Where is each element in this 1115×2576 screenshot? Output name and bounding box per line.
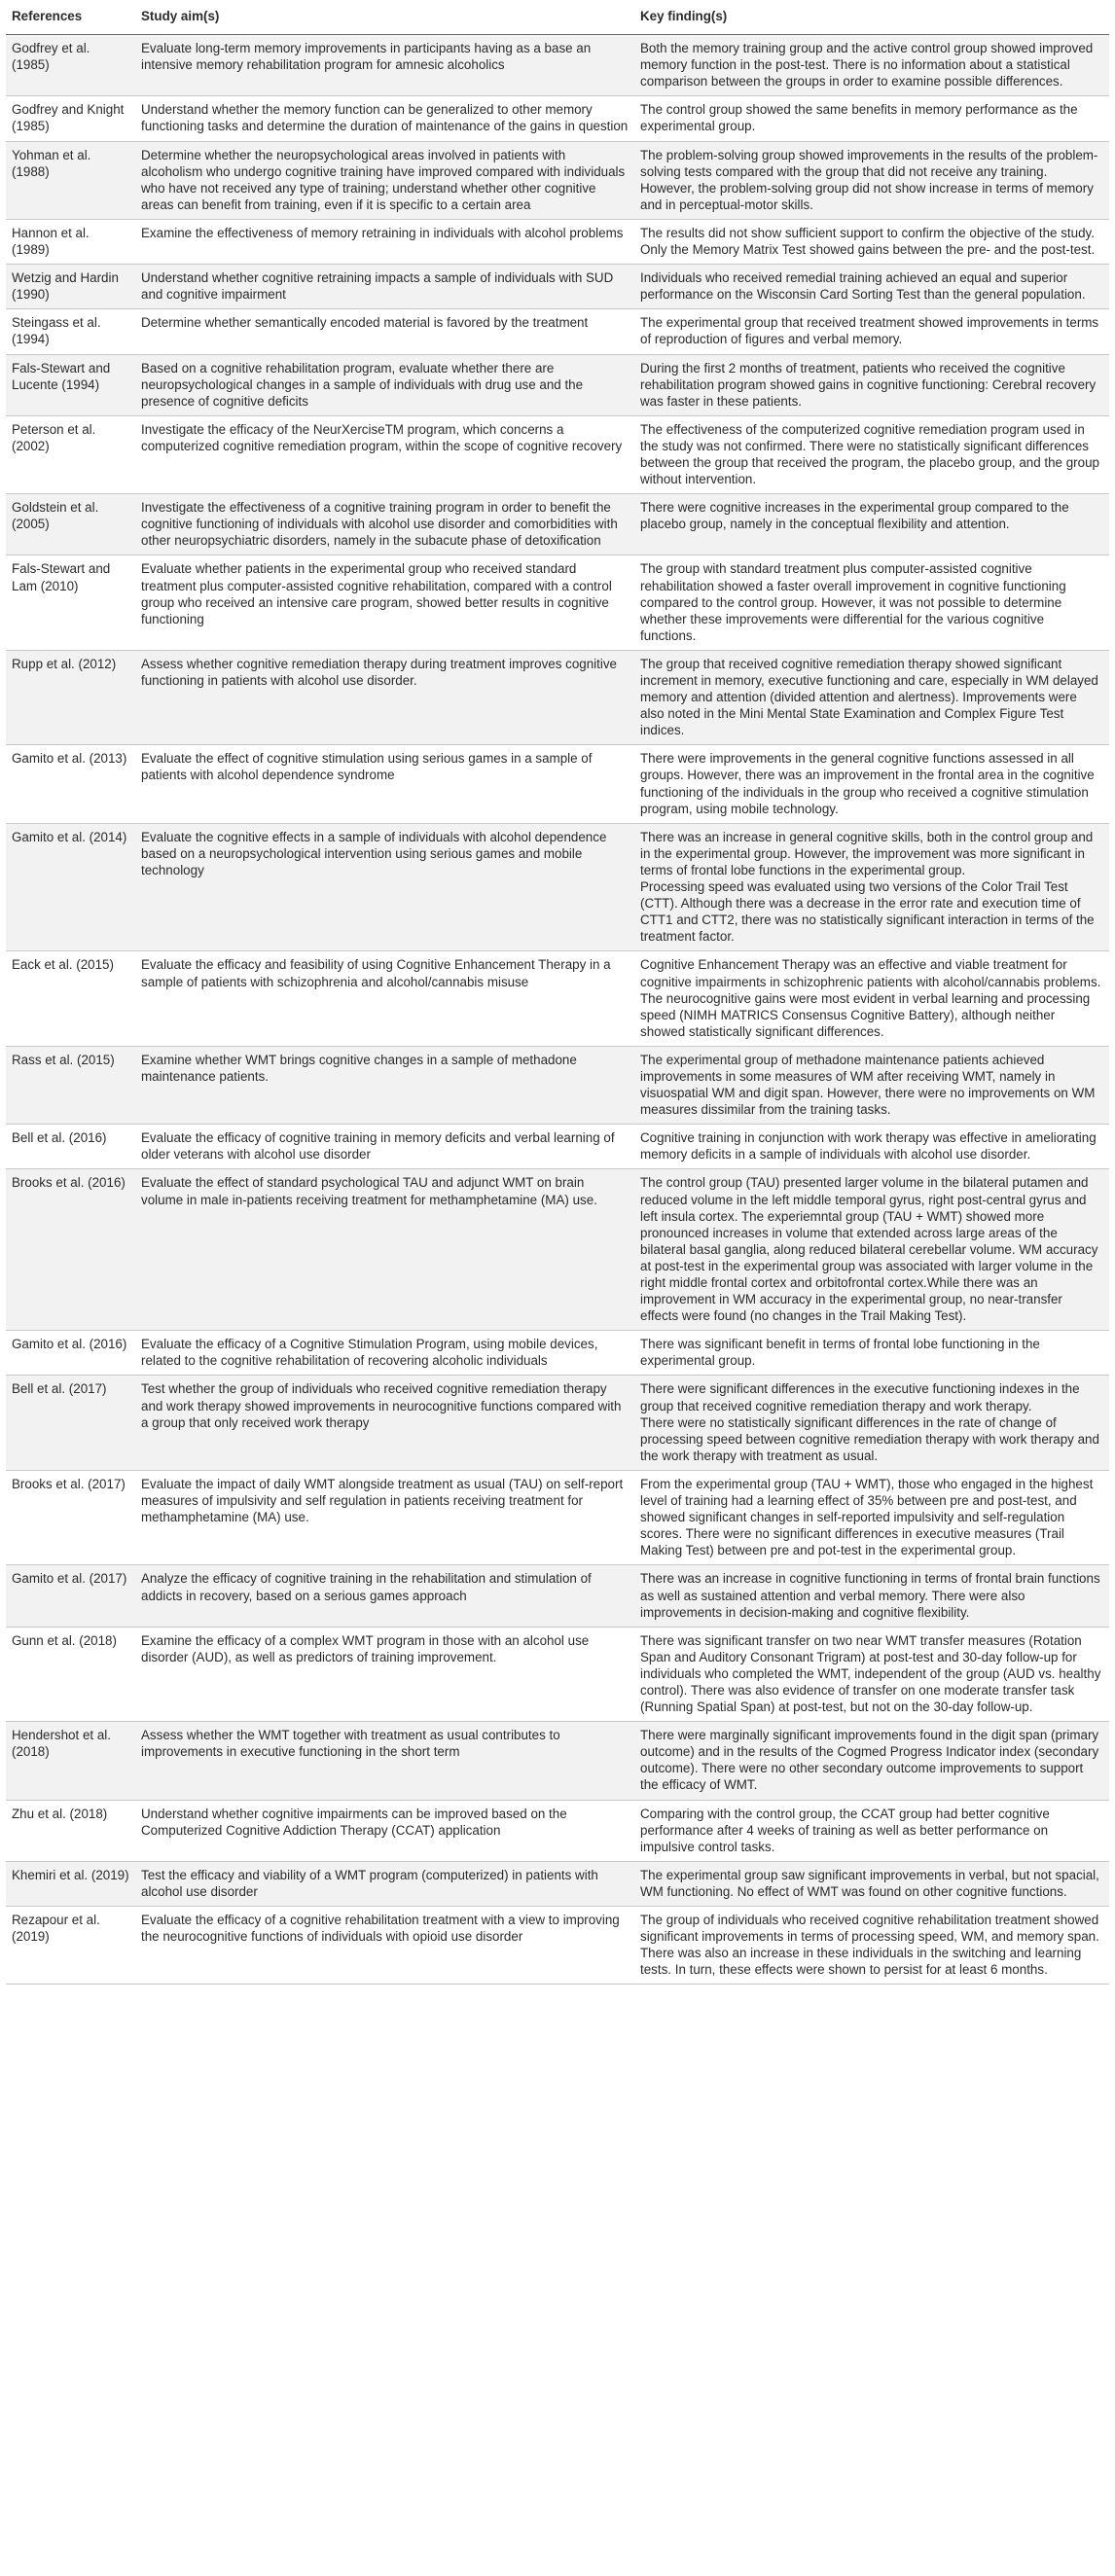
reference-cell: Brooks et al. (2017) <box>6 1470 135 1564</box>
reference-cell: Godfrey et al. (1985) <box>6 35 135 96</box>
reference-cell: Rezapour et al. (2019) <box>6 1907 135 1985</box>
key-finding-cell <box>634 1470 1109 1564</box>
key-finding-cell <box>634 1800 1109 1861</box>
study-aim-cell: Evaluate the effect of standard psychological TAU and adjunct WMT on brain volume in male in-patients receiving treatment for methamphetamine (MA) use. <box>135 1169 634 1331</box>
study-aim-cell: Test whether the group of individuals who received cognitive remediation therapy and work therapy showed improvements in neurocognitive functions compared with a group that only received work therapy <box>135 1376 634 1470</box>
study-aim-cell: Examine the efficacy of a complex WMT program in those with an alcohol use disorder (AUD), as well as predictors of training improvement. <box>135 1627 634 1721</box>
study-aim-cell: Based on a cognitive rehabilitation program, evaluate whether there are neuropsychological changes in a sample of individuals with drug use and the presence of cognitive deficits <box>135 354 634 415</box>
study-aim-cell: Examine whether WMT brings cognitive changes in a sample of methadone maintenance patients. <box>135 1046 634 1124</box>
reference-cell: Rass et al. (2015) <box>6 1046 135 1124</box>
table-row <box>6 96 1109 141</box>
key-finding-cell <box>634 1169 1109 1331</box>
table-row <box>6 415 1109 493</box>
study-aim-cell: Understand whether cognitive retraining impacts a sample of individuals with SUD and cognitive impairment <box>135 265 634 309</box>
key-finding-cell <box>634 1376 1109 1470</box>
key-finding-cell <box>634 354 1109 415</box>
study-aim-cell: Evaluate whether patients in the experimental group who received standard treatment plus computer-assisted cognitive rehabilitation, compared with a control group who received an intensive care program, showed better results in cognitive functioning <box>135 555 634 650</box>
table-row <box>6 1169 1109 1331</box>
reference-cell: Fals-Stewart and Lam (2010) <box>6 555 135 650</box>
key-finding-paragraph: The problem-solving group showed improvements in the results of the problem-solving tests compared with the group that did not receive any training. However, the problem-solving group did not show increase in terms of memory and in perceptual-motor skills. <box>640 147 1098 212</box>
key-finding-cell <box>634 141 1109 219</box>
key-finding-paragraph: Comparing with the control group, the CCAT group had better cognitive performance after 4 weeks of training as well as better performance on impulsive control tasks. <box>640 1806 1050 1854</box>
key-finding-cell <box>634 1331 1109 1376</box>
table-row <box>6 219 1109 264</box>
study-aim-cell: Determine whether semantically encoded material is favored by the treatment <box>135 309 634 354</box>
reference-cell: Gamito et al. (2014) <box>6 823 135 951</box>
table-row <box>6 141 1109 219</box>
key-finding-cell <box>634 1627 1109 1721</box>
key-finding-paragraph: There was significant transfer on two near WMT transfer measures (Rotation Span and Auditory Consonant Trigram) at post-test and 30-day follow-up for individuals who completed the WMT, independent of the group (AUD vs. healthy control). There was also evidence of transfer on one moderate transfer task (Running Spatial Span) at post-test, but not on the 30-day follow-up. <box>640 1632 1101 1715</box>
table-row <box>6 1861 1109 1906</box>
key-finding-paragraph: There were no statistically significant differences in the rate of change of processing speed between cognitive remediation therapy with work therapy and the work therapy with treatment as usual. <box>640 1414 1099 1463</box>
key-finding-paragraph: There was significant benefit in terms of frontal lobe functioning in the experimental group. <box>640 1337 1040 1369</box>
reference-cell: Khemiri et al. (2019) <box>6 1861 135 1906</box>
key-finding-paragraph: Cognitive training in conjunction with work therapy was effective in ameliorating memory deficits in a sample of individuals with alcohol use disorder. <box>640 1130 1097 1163</box>
key-finding-cell <box>634 1722 1109 1800</box>
key-finding-cell <box>634 35 1109 96</box>
key-finding-paragraph: The results did not show sufficient support to confirm the objective of the study. Only the Memory Matrix Test showed gains between the pre- and the post-test. <box>640 225 1096 258</box>
reference-cell: Yohman et al. (1988) <box>6 141 135 219</box>
table-row <box>6 35 1109 96</box>
key-finding-paragraph: Processing speed was evaluated using two versions of the Color Trail Test (CTT). Although there was a decrease in the error rate and execution time of CTT1 and CTT2, there was no statistically significant interaction in terms of the treatment factor. <box>640 879 1095 945</box>
key-finding-cell <box>634 1565 1109 1627</box>
study-aim-cell: Analyze the efficacy of cognitive training in the rehabilitation and stimulation of addicts in recovery, based on a serious games approach <box>135 1565 634 1627</box>
study-aim-cell: Evaluate the effect of cognitive stimulation using serious games in a sample of patients with alcohol dependence syndrome <box>135 745 634 823</box>
table-row <box>6 745 1109 823</box>
table-row <box>6 494 1109 555</box>
key-finding-cell <box>634 1046 1109 1124</box>
table-row <box>6 354 1109 415</box>
key-finding-cell <box>634 415 1109 493</box>
reference-cell: Hendershot et al. (2018) <box>6 1722 135 1800</box>
key-finding-cell <box>634 309 1109 354</box>
key-finding-paragraph: The group that received cognitive remediation therapy showed significant increment in memory, executive functioning and care, especially in WM delayed memory and attention (divided attention and alertness). Improvements were also noted in the Mini Mental State Examination and Complex Figure Test indices. <box>640 656 1098 738</box>
reference-cell: Goldstein et al. (2005) <box>6 494 135 555</box>
study-aim-cell: Investigate the efficacy of the NeurXerciseTM program, which concerns a computerized cognitive remediation program, within the scope of cognitive recovery <box>135 415 634 493</box>
key-finding-paragraph: The group of individuals who received cognitive rehabilitation treatment showed significant improvements in terms of processing speed, WM, and memory span. There was also an increase in these individuals in the switching and learning tests. In turn, these effects were shown to persist for at least 6 months. <box>640 1913 1099 1978</box>
key-finding-paragraph: There were significant differences in the executive functioning indexes in the group that received cognitive remediation therapy and work therapy. <box>640 1381 1080 1413</box>
study-aim-cell: Evaluate the efficacy of a cognitive rehabilitation treatment with a view to improving the neurocognitive functions of individuals with opioid use disorder <box>135 1907 634 1985</box>
study-aim-cell: Evaluate the efficacy of a Cognitive Stimulation Program, using mobile devices, related to the cognitive rehabilitation of recovering alcoholic individuals <box>135 1331 634 1376</box>
key-finding-cell <box>634 823 1109 951</box>
table-row <box>6 1565 1109 1627</box>
header-references: References <box>6 0 135 35</box>
table-body <box>6 35 1109 1985</box>
reference-cell: Fals-Stewart and Lucente (1994) <box>6 354 135 415</box>
key-finding-cell <box>634 745 1109 823</box>
reference-cell: Steingass et al. (1994) <box>6 309 135 354</box>
key-finding-paragraph: The experimental group of methadone maintenance patients achieved improvements in some measures of WM after receiving WMT, namely in visuospatial WM and digit span. However, there were no improvements on WM measures dissimilar from the training tasks. <box>640 1052 1096 1118</box>
table-row <box>6 1627 1109 1721</box>
key-finding-paragraph: From the experimental group (TAU + WMT), those who engaged in the highest level of training had a learning effect of 35% between pre and post-test, and showed significant changes in self-reported impulsivity and self-regulation scores. There were no significant differences in executive measures (Trail Making Test) between pre and pot-test in the experimental group. <box>640 1476 1094 1558</box>
key-finding-paragraph: Both the memory training group and the active control group showed improved memory function in the post-test. There is no information about a statistical comparison between the groups in order to examine possible differences. <box>640 41 1094 89</box>
table-row <box>6 1376 1109 1470</box>
study-aim-cell: Examine the effectiveness of memory retraining in individuals with alcohol problems <box>135 219 634 264</box>
study-aim-cell: Investigate the effectiveness of a cognitive training program in order to benefit the cognitive functioning of individuals with alcohol use disorder and comorbidities with other neuropsychiatric disorders, namely in the subacute phase of detoxification <box>135 494 634 555</box>
table-row <box>6 1046 1109 1124</box>
table-row <box>6 1125 1109 1169</box>
study-aim-cell: Assess whether the WMT together with treatment as usual contributes to improvements in executive functioning in the short term <box>135 1722 634 1800</box>
key-finding-cell <box>634 1907 1109 1985</box>
key-finding-paragraph: The experimental group that received treatment showed improvements in terms of reproduction of figures and verbal memory. <box>640 315 1099 347</box>
study-aim-cell: Test the efficacy and viability of a WMT program (computerized) in patients with alcohol use disorder <box>135 1861 634 1906</box>
study-aim-cell: Understand whether cognitive impairments can be improved based on the Computerized Cognitive Addiction Therapy (CCAT) application <box>135 1800 634 1861</box>
study-aim-cell: Evaluate the impact of daily WMT alongside treatment as usual (TAU) on self-report measures of impulsivity and self regulation in patients receiving treatment for methamphetamine (MA) use. <box>135 1470 634 1564</box>
key-finding-paragraph: There was an increase in cognitive functioning in terms of frontal brain functions as well as sustained attention and verbal memory. There were also improvements in decision-making and cognitive flexibility. <box>640 1571 1100 1620</box>
reference-cell: Rupp et al. (2012) <box>6 650 135 744</box>
key-finding-paragraph: During the first 2 months of treatment, patients who received the cognitive rehabilitation program showed gains in cognitive functioning: Cerebral recovery was faster in these patients. <box>640 360 1097 409</box>
reference-cell: Godfrey and Knight (1985) <box>6 96 135 141</box>
header-study-aims: Study aim(s) <box>135 0 634 35</box>
study-aim-cell: Understand whether the memory function can be generalized to other memory functioning tasks and determine the duration of maintenance of the gains in question <box>135 96 634 141</box>
table-row <box>6 1722 1109 1800</box>
study-aim-cell: Assess whether cognitive remediation therapy during treatment improves cognitive functioning in patients with alcohol use disorder. <box>135 650 634 744</box>
reference-cell: Zhu et al. (2018) <box>6 1800 135 1861</box>
table-row <box>6 823 1109 951</box>
table-row <box>6 1331 1109 1376</box>
key-finding-cell <box>634 265 1109 309</box>
reference-cell: Bell et al. (2017) <box>6 1376 135 1470</box>
study-aim-cell: Evaluate the efficacy of cognitive training in memory deficits and verbal learning of older veterans with alcohol use disorder <box>135 1125 634 1169</box>
key-finding-paragraph: There were improvements in the general cognitive functions assessed in all groups. However, there was an improvement in the frontal area in the cognitive functioning of the individuals in the group who received a cognitive stimulation program, using mobile technology. <box>640 751 1095 816</box>
studies-table <box>6 0 1109 1985</box>
key-finding-cell <box>634 96 1109 141</box>
table-row <box>6 1800 1109 1861</box>
reference-cell: Peterson et al. (2002) <box>6 415 135 493</box>
table-row <box>6 1907 1109 1985</box>
key-finding-paragraph: There were marginally significant improvements found in the digit span (primary outcome) and in the results of the Cogmed Progress Indicator index (secondary outcome). There were no other secondary outcome improvements to support the efficacy of WMT. <box>640 1728 1099 1793</box>
key-finding-paragraph: Individuals who received remedial training achieved an equal and superior performance on the Wisconsin Card Sorting Test than the general population. <box>640 270 1086 303</box>
key-finding-paragraph: The experimental group saw significant improvements in verbal, but not spacial, WM functioning. No effect of WMT was found on other cognitive functions. <box>640 1867 1099 1899</box>
key-finding-cell <box>634 219 1109 264</box>
key-finding-paragraph: There were cognitive increases in the experimental group compared to the placebo group, namely in the conceptual flexibility and attention. <box>640 500 1069 532</box>
table-row <box>6 1470 1109 1564</box>
key-finding-cell <box>634 1125 1109 1169</box>
key-finding-paragraph: There was an increase in general cognitive skills, both in the control group and in the experimental group. However, the improvement was more significant in terms of frontal lobe functions in the experimental group. <box>640 829 1094 877</box>
key-finding-paragraph: The control group showed the same benefits in memory performance as the experimental group. <box>640 102 1078 134</box>
table-row <box>6 309 1109 354</box>
study-aim-cell: Evaluate the cognitive effects in a sample of individuals with alcohol dependence based on a neuropsychological intervention using serious games and mobile technology <box>135 823 634 951</box>
reference-cell: Wetzig and Hardin (1990) <box>6 265 135 309</box>
table-header <box>6 0 1109 35</box>
table-row <box>6 555 1109 650</box>
reference-cell: Gamito et al. (2013) <box>6 745 135 823</box>
key-finding-cell <box>634 1861 1109 1906</box>
key-finding-paragraph: Cognitive Enhancement Therapy was an effective and viable treatment for cognitive impairments in schizophrenic patients with alcohol/cannabis problems. The neurocognitive gains were most evident in verbal learning and processing speed (NIMH MATRICS Consensus Cognitive Battery), although neither showed statistically significant differences. <box>640 957 1101 1039</box>
key-finding-cell <box>634 555 1109 650</box>
reference-cell: Hannon et al. (1989) <box>6 219 135 264</box>
key-finding-cell <box>634 650 1109 744</box>
key-finding-cell <box>634 951 1109 1046</box>
table-row <box>6 650 1109 744</box>
key-finding-cell <box>634 494 1109 555</box>
reference-cell: Brooks et al. (2016) <box>6 1169 135 1331</box>
reference-cell: Gamito et al. (2017) <box>6 1565 135 1627</box>
study-aim-cell: Determine whether the neuropsychological areas involved in patients with alcoholism who undergo cognitive training have improved compared with individuals who have not received any type of training; understand whether other cognitive areas can benefit from training, even if it is specific to a certain area <box>135 141 634 219</box>
reference-cell: Gamito et al. (2016) <box>6 1331 135 1376</box>
header-key-findings: Key finding(s) <box>634 0 1109 35</box>
study-aim-cell: Evaluate the efficacy and feasibility of using Cognitive Enhancement Therapy in a sample of patients with schizophrenia and alcohol/cannabis misuse <box>135 951 634 1046</box>
reference-cell: Bell et al. (2016) <box>6 1125 135 1169</box>
key-finding-paragraph: The group with standard treatment plus computer-assisted cognitive rehabilitation showed a faster overall improvement in cognitive functioning compared to the control group. However, it was not possible to determine whether these improvements were differential for the various cognitive functions. <box>640 561 1066 643</box>
key-finding-paragraph: The effectiveness of the computerized cognitive remediation program used in the study was not confirmed. There were no statistically significant differences between the group that received the program, the placebo group, and the group without intervention. <box>640 421 1099 487</box>
table-row <box>6 265 1109 309</box>
header-row <box>6 0 1109 35</box>
study-aim-cell: Evaluate long-term memory improvements in participants having as a base an intensive memory rehabilitation program for amnesic alcoholics <box>135 35 634 96</box>
reference-cell: Eack et al. (2015) <box>6 951 135 1046</box>
key-finding-paragraph: The control group (TAU) presented larger volume in the bilateral putamen and reduced volume in the left middle temporal gyrus, right post-central gyrus and left insula cortex. The experiemntal group (TAU + WMT) showed more pronounced increases in volume that extended across large areas of the bilateral basal ganglia, along reduced bilateral cerebellar volume. WM accuracy at post-test in the experimental group was associated with larger volume in the right middle frontal cortex and orbitofrontal cortex.While there was an improvement in WM accuracy in the experimental group, no near-transfer effects were found (no changes in the Trail Making Test). <box>640 1175 1098 1324</box>
table-row <box>6 951 1109 1046</box>
reference-cell: Gunn et al. (2018) <box>6 1627 135 1721</box>
